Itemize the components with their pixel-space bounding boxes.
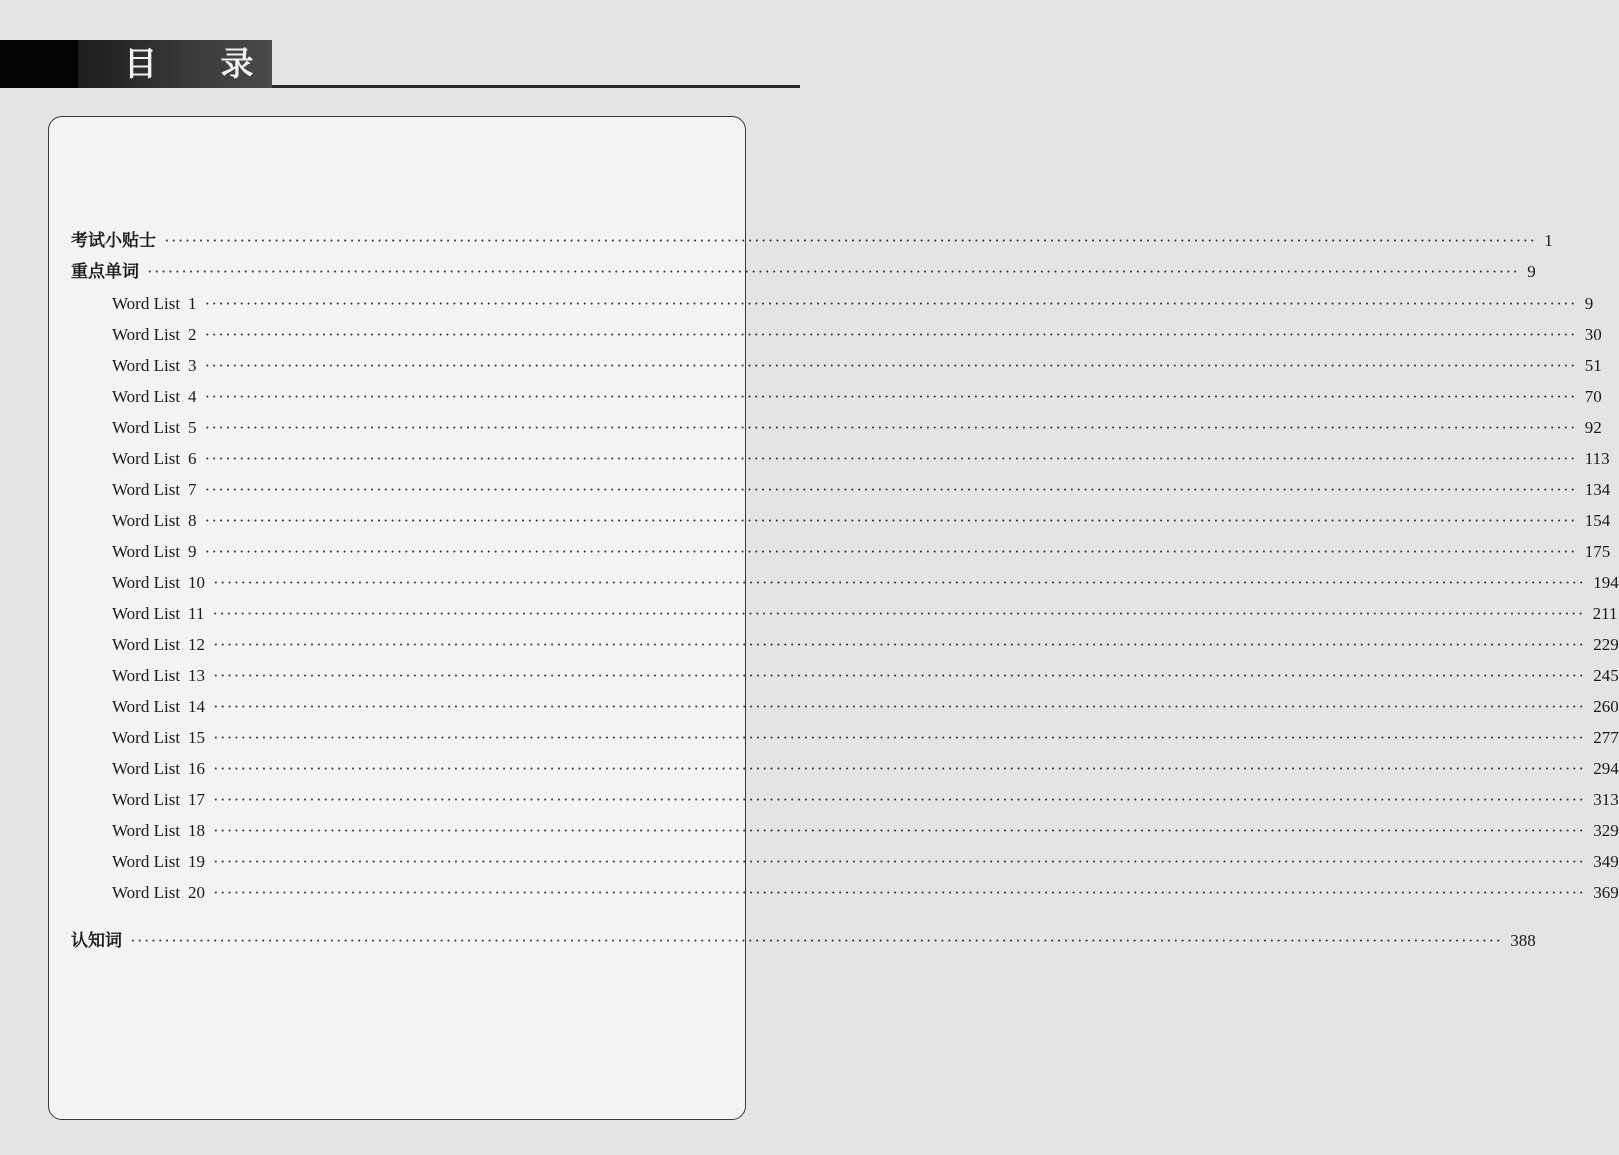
toc-word-list-entry [112,695,1619,719]
toc-section [71,929,1536,953]
dot-leader: ········································································································································································································ [204,325,1577,344]
toc-entry-label: 考试小贴士 [71,231,156,251]
toc-word-list-entry [112,881,1619,905]
toc-entry-page: 30 [1584,325,1602,344]
toc-entry-number: 4 [188,387,197,406]
toc-entry-number: 20 [188,883,206,902]
dot-leader: ········································································································································································································ [147,262,1520,281]
toc-section [71,260,1536,284]
toc-entry-page: 92 [1584,418,1602,437]
dot-leader: ········································································································································································································ [204,356,1577,375]
toc-word-list-entry [112,726,1619,750]
dot-leader: ········································································································································································································ [213,697,1586,716]
toc-word-list-entry [112,664,1619,688]
dot-leader: ········································································································································································································ [213,790,1586,809]
toc-entry-number: 1 [188,294,197,313]
toc-entry-label: Word List [112,356,181,375]
toc-word-list-entry [112,509,1611,533]
toc-entry-number: 10 [188,573,206,592]
toc-entry-label: Word List [112,666,181,685]
toc-entry-number: 17 [188,790,206,809]
toc-entry-number: 6 [188,449,197,468]
toc-entry-label: Word List [112,480,181,499]
toc-entry-page: 70 [1584,387,1602,406]
toc-word-list-entry [112,757,1619,781]
toc-entry-number: 12 [188,635,206,654]
toc-entry-page: 175 [1584,542,1611,561]
toc-entry-label: 认知词 [71,931,122,951]
toc-entry-number: 18 [188,821,206,840]
toc-entry-page: 9 [1527,262,1536,281]
toc-entry-label: Word List [112,790,181,809]
toc-entry-page: 113 [1584,449,1610,468]
page-title: 目 录 [124,44,280,83]
toc-entry-label: Word List [112,542,181,561]
toc-entry-page: 194 [1593,573,1619,592]
toc-entry-page: 245 [1593,666,1619,685]
toc-word-list-entry [112,447,1610,471]
toc-entry-number: 13 [188,666,206,685]
toc-section [71,229,1553,253]
toc-entry-label: Word List [112,728,181,747]
dot-leader: ········································································································································································································ [212,604,1585,623]
dot-leader: ········································································································································································································ [213,852,1586,871]
toc-entry-label: Word List [112,511,181,530]
toc-entry-page: 313 [1593,790,1619,809]
toc-entry-number: 11 [188,604,205,623]
toc-word-list-entry [112,354,1602,378]
dot-leader: ········································································································································································································ [204,418,1577,437]
toc-word-list-entry [112,540,1611,564]
toc-entry-number: 14 [188,697,206,716]
toc-word-list-entry [112,850,1619,874]
dot-leader: ········································································································································································································ [130,931,1503,950]
toc-entry-page: 134 [1584,480,1611,499]
toc-word-list-entry [112,416,1602,440]
toc-entry-number: 9 [188,542,197,561]
toc-word-list-entry [112,602,1618,626]
toc-entry-page: 51 [1584,356,1602,375]
toc-entry-number: 8 [188,511,197,530]
toc-entry-label: Word List [112,418,181,437]
dot-leader: ········································································································································································································ [213,883,1586,902]
toc-word-list-entry [112,323,1602,347]
toc-word-list-entry [112,292,1594,316]
toc-entry-page: 277 [1593,728,1619,747]
toc-entry-number: 16 [188,759,206,778]
toc-entry-page: 211 [1592,604,1618,623]
toc-entry-page: 294 [1593,759,1619,778]
dot-leader: ········································································································································································································ [213,635,1586,654]
toc-entry-number: 3 [188,356,197,375]
toc-word-list-entry [112,788,1619,812]
toc-entry-page: 229 [1593,635,1619,654]
toc-word-list-entry [112,633,1619,657]
dot-leader: ········································································································································································································ [204,294,1577,313]
toc-entry-label: Word List [112,759,181,778]
toc-entry-label: Word List [112,635,181,654]
toc-entry-page: 369 [1593,883,1619,902]
toc-entry-page: 388 [1510,931,1536,950]
dot-leader: ········································································································································································································ [204,511,1577,530]
toc-word-list-entry [112,571,1619,595]
toc-entry-page: 9 [1584,294,1594,313]
dot-leader: ········································································································································································································ [204,480,1577,499]
dot-leader: ········································································································································································································ [213,759,1586,778]
toc-entry-page: 154 [1584,511,1611,530]
toc-entry-number: 2 [188,325,197,344]
toc-entry-label: Word List [112,325,181,344]
toc-entry-label: Word List [112,821,181,840]
toc-entry-label: Word List [112,573,181,592]
dot-leader: ········································································································································································································ [213,821,1586,840]
toc-entry-page: 1 [1544,231,1553,250]
toc-entry-label: Word List [112,387,181,406]
toc-entry-label: Word List [112,697,181,716]
toc-entry-page: 329 [1593,821,1619,840]
dot-leader: ········································································································································································································ [213,666,1586,685]
toc-entry-number: 5 [188,418,197,437]
toc-entry-label: Word List [112,852,181,871]
dot-leader: ········································································································································································································ [204,542,1577,561]
dot-leader: ········································································································································································································ [164,231,1537,250]
toc-entry-label: 重点单词 [71,262,139,282]
toc-entry-number: 15 [188,728,206,747]
toc-entry-page: 349 [1593,852,1619,871]
dot-leader: ········································································································································································································ [213,728,1586,747]
dot-leader: ········································································································································································································ [204,387,1577,406]
toc-entry-page: 260 [1593,697,1619,716]
toc-entry-number: 7 [188,480,197,499]
toc-entry-label: Word List [112,294,181,313]
toc-entry-label: Word List [112,604,181,623]
toc-word-list-entry [112,385,1602,409]
dot-leader: ········································································································································································································ [204,449,1577,468]
toc-entry-number: 19 [188,852,206,871]
toc-entry-label: Word List [112,449,181,468]
toc-word-list-entry [112,478,1611,502]
toc-entry-label: Word List [112,883,181,902]
toc-word-list-entry [112,819,1619,843]
dot-leader: ········································································································································································································ [213,573,1586,592]
